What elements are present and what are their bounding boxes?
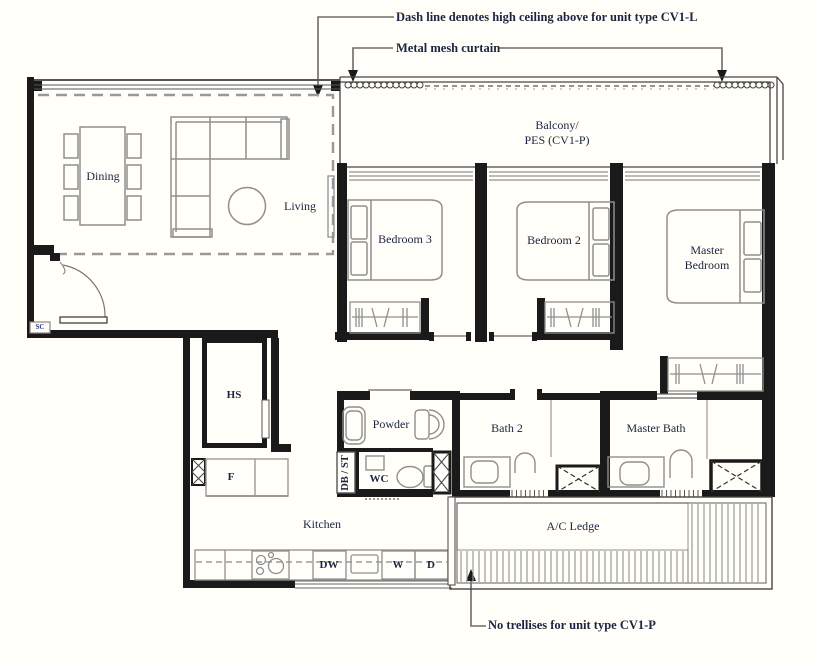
- fridge-cabinet: [206, 459, 288, 496]
- label-wc: WC: [369, 473, 389, 485]
- label-kitchen: Kitchen: [303, 517, 341, 531]
- label-balcony-line1: Balcony/: [535, 118, 579, 132]
- label-shoe-cabinet: SC: [35, 323, 45, 331]
- note-no-trellis: No trellises for unit type CV1-P: [488, 618, 656, 632]
- master-bath-fixtures: [608, 400, 707, 487]
- label-dryer: D: [427, 559, 435, 571]
- label-bedroom3: Bedroom 3: [378, 232, 432, 246]
- living-window-band: [34, 80, 340, 89]
- entry-door: [60, 262, 107, 323]
- coffee-table: [229, 188, 266, 225]
- note-high-ceiling: Dash line denotes high ceiling above for unit type CV1-L: [396, 10, 698, 24]
- bedroom-window-band: [349, 172, 760, 180]
- wardrobes: [350, 302, 763, 391]
- metal-mesh-curtain-symbol: [345, 82, 774, 88]
- bath2-fixtures: [464, 400, 551, 487]
- label-master-line2: Bedroom: [684, 258, 730, 272]
- trellis-stripes-bottom: [461, 551, 683, 582]
- label-master-line1: Master: [690, 243, 724, 257]
- label-living: Living: [284, 199, 316, 213]
- trellis-stripes-right: [692, 504, 758, 582]
- label-powder: Powder: [372, 417, 410, 431]
- note-mesh-curtain: Metal mesh curtain: [396, 41, 501, 55]
- label-master-bedroom: [685, 243, 730, 273]
- label-bedroom2: Bedroom 2: [527, 233, 581, 247]
- annotation-arrowheads: [313, 70, 727, 581]
- label-master-bath: Master Bath: [626, 421, 686, 435]
- annotation-leader-lines: [318, 17, 722, 626]
- label-balcony-line2: PES (CV1-P): [524, 133, 590, 147]
- kitchen-window-band: [295, 581, 452, 588]
- label-hs: HS: [226, 389, 242, 401]
- label-db-st: DB / ST: [340, 455, 351, 491]
- sofa: [171, 117, 289, 237]
- label-washer: W: [392, 559, 404, 571]
- high-ceiling-dash-balcony: [425, 86, 714, 89]
- label-fridge: F: [227, 471, 235, 483]
- label-dishwasher: DW: [319, 559, 339, 571]
- label-ac-ledge: A/C Ledge: [546, 519, 600, 533]
- hs-door-leaf: [262, 400, 269, 438]
- sliding-doors: [368, 336, 697, 398]
- label-dining: Dining: [86, 169, 120, 183]
- label-balcony: [524, 118, 589, 148]
- label-bath2: Bath 2: [491, 421, 523, 435]
